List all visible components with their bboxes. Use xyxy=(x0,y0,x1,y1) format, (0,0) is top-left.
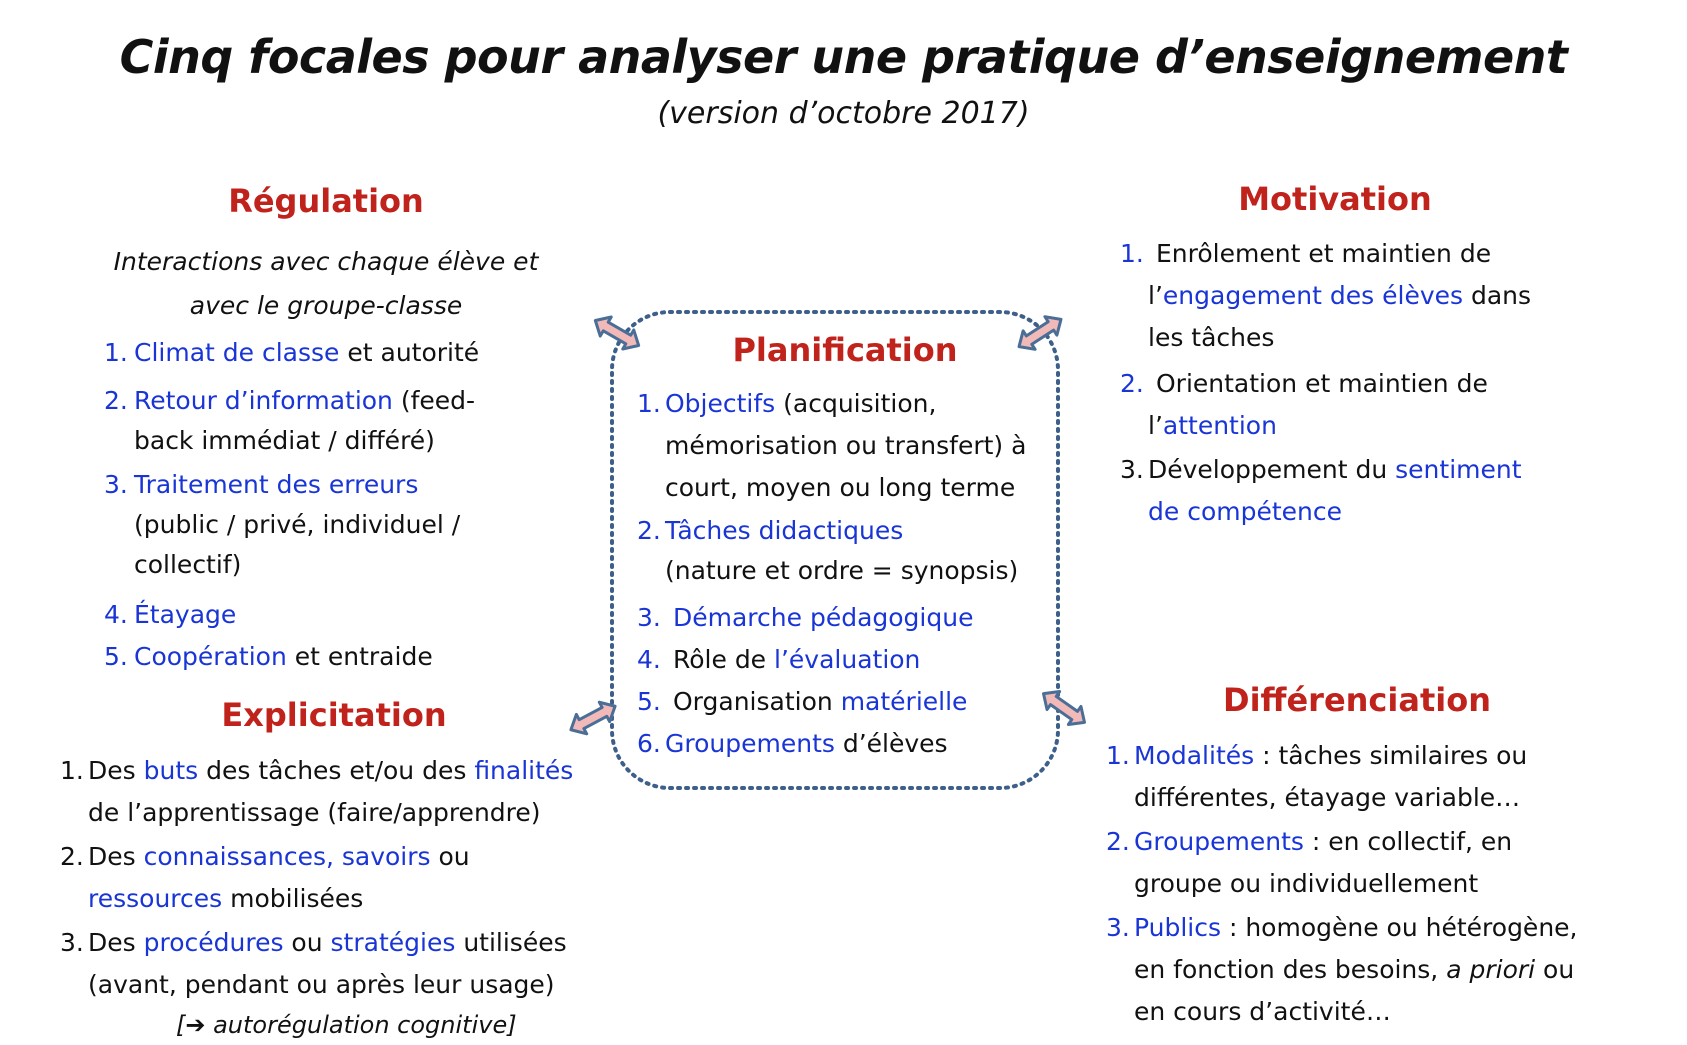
item-keyword: Étayage xyxy=(134,600,237,629)
item-number: 1. xyxy=(1120,239,1144,268)
item-number: 3. xyxy=(104,470,128,499)
item-keyword: connaissances, savoirs xyxy=(143,842,431,871)
item-number: 5. xyxy=(104,642,128,671)
item-text: : homogène ou hétérogène, xyxy=(1221,913,1578,942)
item-text: Enrôlement et maintien de xyxy=(1156,239,1492,268)
regulation-item xyxy=(104,637,544,679)
item-number: 1. xyxy=(1106,741,1130,770)
regulation-list xyxy=(104,333,544,679)
differenciation-heading: Différenciation xyxy=(1223,681,1491,719)
item-number: 6. xyxy=(637,729,661,758)
regulation-intro-line-2: avec le groupe-classe xyxy=(189,291,463,320)
explicitation-item xyxy=(60,750,620,836)
diagram-subtitle: (version d’octobre 2017) xyxy=(657,96,1030,131)
item-keyword: procédures xyxy=(143,928,284,957)
explicitation-item xyxy=(60,922,620,1008)
item-text: (nature et ordre = synopsis) xyxy=(665,556,1019,585)
item-text: : tâches similaires ou xyxy=(1254,741,1528,770)
item-keyword: stratégies xyxy=(330,928,456,957)
item-text: ou xyxy=(1535,955,1575,984)
item-text: et entraide xyxy=(286,642,433,671)
item-text: d’élèves xyxy=(834,729,948,758)
item-text: de l’apprentissage (faire/apprendre) xyxy=(88,798,541,827)
item-text: (feed- xyxy=(392,386,476,415)
planification-item xyxy=(637,723,1067,765)
item-number: 3. xyxy=(60,928,84,957)
planification-list xyxy=(637,383,1067,765)
item-text: différentes, étayage variable… xyxy=(1134,783,1521,812)
planification-item xyxy=(637,383,1067,511)
item-number: 2. xyxy=(637,516,661,545)
item-text: dans xyxy=(1463,281,1532,310)
item-number: 2. xyxy=(60,842,84,871)
regulation-intro xyxy=(76,240,576,328)
item-keyword: Climat de classe xyxy=(134,338,340,367)
item-text: Développement du xyxy=(1148,455,1396,484)
differenciation-item xyxy=(1106,907,1676,1035)
differenciation-list xyxy=(1106,735,1676,1035)
regulation-item xyxy=(104,595,544,637)
item-text: mémorisation ou transfert) à xyxy=(665,431,1027,460)
item-text: des tâches et/ou des xyxy=(198,756,475,785)
item-text: groupe ou individuellement xyxy=(1134,869,1479,898)
motivation-item xyxy=(1120,233,1580,363)
regulation-item xyxy=(104,381,544,465)
item-keyword: matérielle xyxy=(840,687,968,716)
item-text: Organisation xyxy=(673,687,841,716)
motivation-heading: Motivation xyxy=(1238,180,1432,218)
item-text: Orientation et maintien de xyxy=(1156,369,1488,398)
item-number: 3. xyxy=(1120,455,1144,484)
planification-heading: Planification xyxy=(732,331,958,369)
item-number: 3. xyxy=(637,603,661,632)
item-text: l’ xyxy=(1148,281,1163,310)
item-emphasis: a priori xyxy=(1446,955,1536,984)
item-number: 1. xyxy=(637,389,661,418)
planification-item xyxy=(637,597,1067,639)
item-text: en fonction des besoins, xyxy=(1134,955,1447,984)
item-number: 3. xyxy=(1106,913,1130,942)
planification-item xyxy=(637,511,1067,597)
regulation-item xyxy=(104,465,544,595)
item-keyword: Modalités xyxy=(1134,741,1255,770)
item-keyword: Groupements xyxy=(665,729,835,758)
item-keyword: sentiment xyxy=(1395,455,1522,484)
differenciation-item xyxy=(1106,821,1676,907)
item-keyword: Démarche pédagogique xyxy=(673,603,974,632)
item-keyword: engagement des élèves xyxy=(1162,281,1464,310)
item-text: (avant, pendant ou après leur usage) xyxy=(88,970,555,999)
item-number: 2. xyxy=(104,386,128,415)
motivation-item xyxy=(1120,363,1580,449)
regulation-item xyxy=(104,333,544,381)
item-keyword: ressources xyxy=(88,884,223,913)
item-keyword: Retour d’information xyxy=(134,386,393,415)
planification-item xyxy=(637,639,1067,681)
item-number: 4. xyxy=(104,600,128,629)
item-number: 5. xyxy=(637,687,661,716)
item-keyword: Coopération xyxy=(134,642,287,671)
regulation-intro-line-1: Interactions avec chaque élève et xyxy=(113,247,539,276)
item-number: 1. xyxy=(104,338,128,367)
differenciation-item xyxy=(1106,735,1676,821)
explicitation-heading: Explicitation xyxy=(221,696,447,734)
item-number: 2. xyxy=(1106,827,1130,856)
item-text: Rôle de xyxy=(673,645,775,674)
explicitation-note: [➔ autorégulation cognitive] xyxy=(176,1011,517,1039)
explicitation-list xyxy=(60,750,620,1008)
item-keyword: attention xyxy=(1162,411,1277,440)
item-text: Des xyxy=(88,842,144,871)
item-keyword: buts xyxy=(143,756,199,785)
item-text: (public / privé, individuel / xyxy=(134,510,461,539)
item-number: 4. xyxy=(637,645,661,674)
item-text: ou xyxy=(283,928,331,957)
item-keyword: finalités xyxy=(474,756,574,785)
item-text: et autorité xyxy=(339,338,480,367)
item-text: court, moyen ou long terme xyxy=(665,473,1016,502)
item-keyword: Publics xyxy=(1134,913,1222,942)
regulation-heading: Régulation xyxy=(228,182,424,220)
item-text: (acquisition, xyxy=(775,389,937,418)
planification-item xyxy=(637,681,1067,723)
item-text: utilisées xyxy=(455,928,567,957)
item-keyword: Groupements xyxy=(1134,827,1304,856)
item-text: ou xyxy=(430,842,470,871)
item-keyword: Traitement des erreurs xyxy=(134,470,419,499)
diagram-title: Cinq focales pour analyser une pratique d’enseignement xyxy=(119,30,1568,84)
item-keyword: de compétence xyxy=(1148,497,1342,526)
item-text: mobilisées xyxy=(222,884,364,913)
item-number: 2. xyxy=(1120,369,1144,398)
item-number: 1. xyxy=(60,756,84,785)
item-text: en cours d’activité… xyxy=(1134,997,1391,1026)
item-text: l’ xyxy=(1148,411,1163,440)
motivation-list xyxy=(1120,233,1580,535)
item-text: collectif) xyxy=(134,550,242,579)
item-text: : en collectif, en xyxy=(1303,827,1513,856)
item-text: les tâches xyxy=(1148,323,1275,352)
explicitation-item xyxy=(60,836,620,922)
item-keyword: Tâches didactiques xyxy=(665,516,904,545)
item-text: Des xyxy=(88,928,144,957)
item-text: back immédiat / différé) xyxy=(134,426,435,455)
item-text: Des xyxy=(88,756,144,785)
item-keyword: Objectifs xyxy=(665,389,776,418)
item-keyword: l’évaluation xyxy=(774,645,921,674)
motivation-item xyxy=(1120,449,1580,535)
